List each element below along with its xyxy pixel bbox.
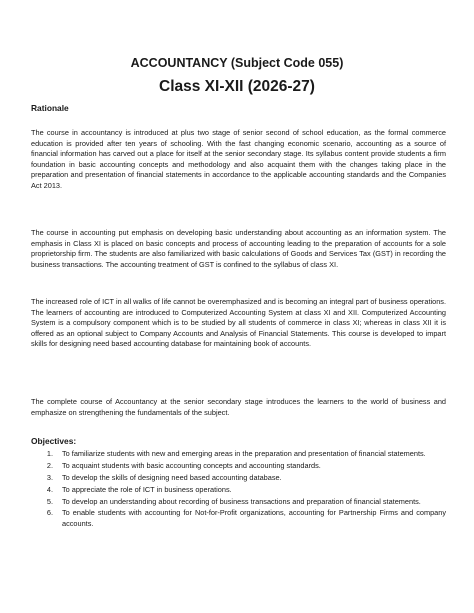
document-subtitle: Class XI-XII (2026-27): [159, 78, 315, 95]
rationale-paragraph-4: The complete course of Accountancy at the senior secondary stage introduces the learners to the world of business and emphasize on strengthening the fundamentals of the subject.: [31, 397, 446, 417]
objective-item-2: [31, 461, 446, 472]
rationale-paragraph-1: The course in accountancy is introduced at plus two stage of senior second of school education, as the formal commerce education is provided after ten years of schooling. With the fast changing economic scenario, accounting as a source of financial information has carved out a place for itself at the senior secondary stage. Its syllabus content provide students a firm foundation in basic accounting concepts and methodology and also acquaint them with the changes taking place in the preparation and presentation of financial statements in accordance to the applicable accounting standards and the Companies Act 2013.: [31, 128, 446, 190]
objectives-heading: Objectives:: [31, 436, 77, 446]
objective-text: To appreciate the role of ICT in business operations.: [62, 484, 232, 494]
objective-text: To develop the skills of designing need based accounting database.: [62, 472, 282, 482]
rationale-paragraph-3: The increased role of ICT in all walks of life cannot be overemphasized and is becoming an integral part of business operations. The learners of accounting are introduced to Computerized Accounting System at class XI and XII. Computerized Accounting System is a compulsory component which is to be studied by all students of commerce in class XI; whereas in class XII it is offered as an optional subject to Company Accounts and Analysis of Financial Statements. This course is developed to impart skills for designing need based accounting database for maintaining book of accounts.: [31, 297, 446, 348]
objective-number: 1.: [46, 449, 53, 458]
objective-number: 6.: [46, 508, 53, 518]
objective-item-3: [31, 473, 446, 484]
objective-number: 2.: [46, 460, 53, 470]
objective-item-1: [31, 449, 446, 460]
objective-item-5: [31, 497, 446, 508]
document-title: ACCOUNTANCY (Subject Code 055): [130, 56, 344, 70]
objective-text: To enable students with accounting for Not-for-Profit organizations, accounting for Partnership Firms and company accounts.: [62, 508, 446, 528]
rationale-paragraph-2: The course in accounting put emphasis on developing basic understanding about accounting as an information system. The emphasis in Class XI is placed on basic concepts and process of accounting leading to the preparation of accounts for a sole proprietorship firm. The students are also familiarized with basic calculations of Goods and Services Tax (GST) in recording the business transactions. The accounting treatment of GST is confined to the syllabus of class XI.: [31, 228, 446, 269]
rationale-heading: Rationale: [31, 103, 69, 113]
objective-item-4: [31, 485, 446, 496]
objective-text: To acquaint students with basic accounting concepts and accounting standards.: [62, 460, 321, 470]
objective-number: 3.: [46, 472, 53, 482]
objective-text: To develop an understanding about recording of business transactions and preparation of financial statements.: [62, 496, 421, 506]
objective-item-6: [31, 508, 446, 529]
objectives-list: [31, 449, 446, 531]
objective-text: To familiarize students with new and emerging areas in the preparation and presentation of financial statements.: [62, 449, 426, 458]
objective-number: 4.: [46, 484, 53, 494]
objective-number: 5.: [46, 496, 53, 506]
